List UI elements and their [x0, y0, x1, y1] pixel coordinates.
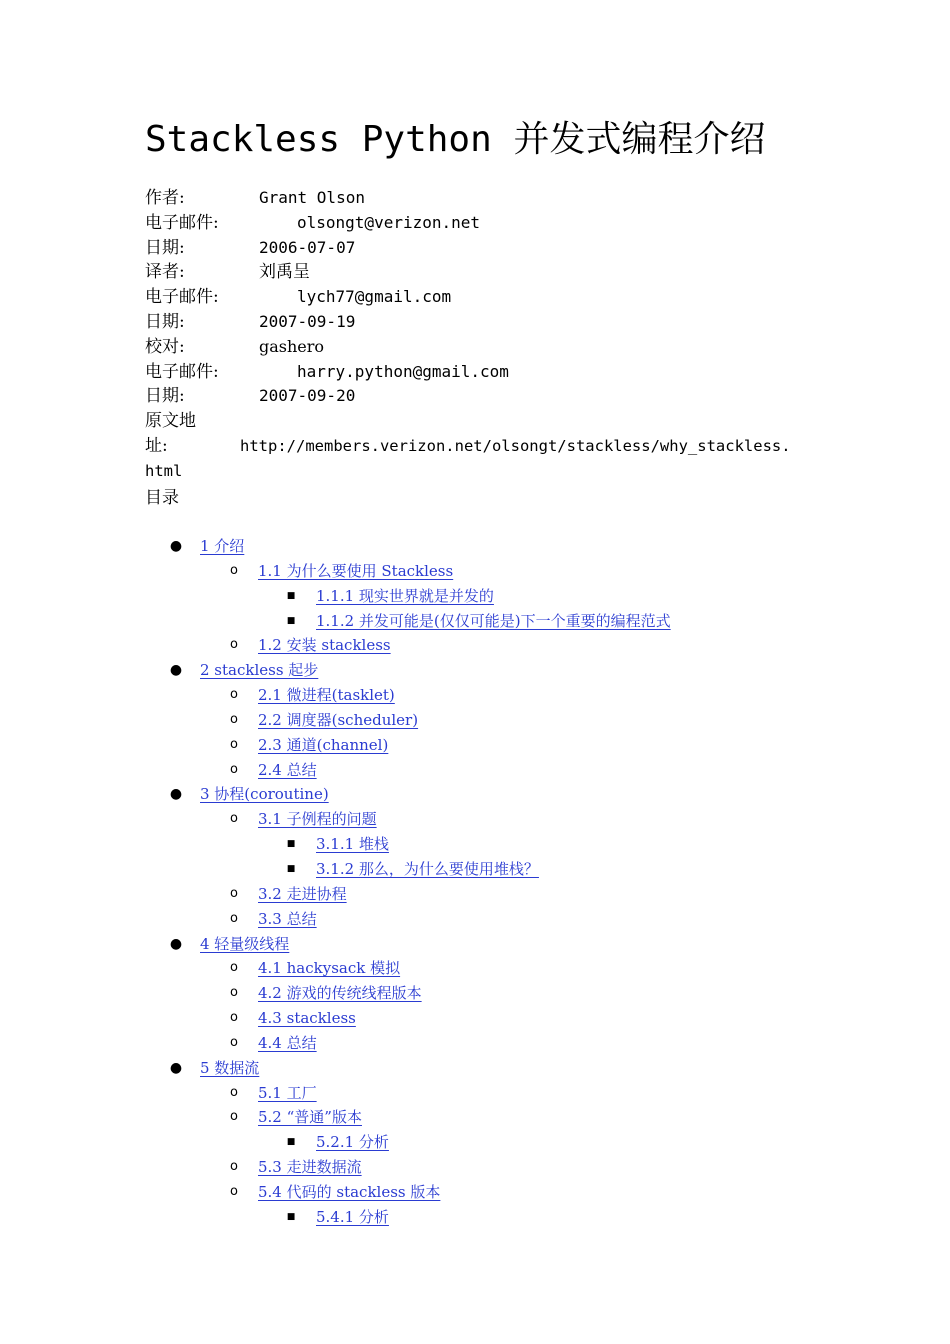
meta-label: 日期: [145, 386, 185, 407]
toc-link[interactable]: 1.1.1 现实世界就是并发的 [316, 586, 494, 605]
meta-label: 电子邮件: [145, 212, 219, 233]
toc-item [0, 708, 950, 733]
meta-value: olsongt@verizon.net [297, 212, 481, 232]
bullet-icon: ■ [286, 1211, 296, 1222]
bullet-icon: o [230, 1034, 238, 1050]
source-url: http://members.verizon.net/olsongt/stackless/why_stackless. [240, 436, 791, 455]
meta-label: 日期: [145, 311, 185, 332]
bullet-icon: ■ [286, 1137, 296, 1148]
toc-item [0, 956, 950, 981]
meta-translator-date [145, 310, 825, 335]
meta-source-line3 [145, 459, 825, 484]
meta-label: 校对: [145, 336, 185, 357]
toc-link[interactable]: 5.1 工厂 [258, 1083, 317, 1102]
meta-label: 日期: [145, 237, 185, 258]
toc-link[interactable]: 4.4 总结 [258, 1033, 317, 1052]
meta-value: 2007-09-20 [259, 386, 356, 406]
toc-item [0, 534, 950, 559]
bullet-icon: ● [169, 786, 183, 803]
toc-item [0, 1006, 950, 1031]
toc-item [0, 658, 950, 683]
toc-link[interactable]: 3.1.1 堆栈 [316, 835, 389, 854]
meta-value: harry.python@gmail.com [297, 361, 509, 381]
bullet-icon: o [230, 985, 238, 1001]
toc-link[interactable]: 5.2 “普通”版本 [258, 1108, 362, 1127]
toc-item [0, 782, 950, 807]
meta-proofreader-email [145, 360, 825, 385]
toc-link[interactable]: 2.3 通道(channel) [258, 735, 389, 754]
toc-item [0, 1130, 950, 1155]
toc-link[interactable]: 4.3 stackless [258, 1009, 356, 1028]
bullet-icon: ■ [286, 615, 296, 626]
meta-author-email [145, 211, 825, 236]
bullet-icon: ● [169, 935, 183, 952]
bullet-icon: o [230, 1010, 238, 1026]
bullet-icon: o [230, 1183, 238, 1199]
meta-source-line1 [145, 409, 825, 434]
meta-value: gashero [259, 336, 325, 356]
bullet-icon: o [230, 960, 238, 976]
toc-link[interactable]: 4 轻量级线程 [200, 934, 290, 953]
toc-link[interactable]: 4.1 hackysack 模拟 [258, 959, 401, 978]
bullet-icon: ■ [286, 863, 296, 874]
toc-link[interactable]: 4.2 游戏的传统线程版本 [258, 984, 422, 1003]
toc-link[interactable]: 3.1.2 那么，为什么要使用堆栈？ [316, 859, 539, 878]
bullet-icon: o [230, 1084, 238, 1100]
toc-item [0, 857, 950, 882]
meta-label: 址: [145, 435, 168, 456]
bullet-icon: o [230, 562, 238, 578]
toc-item [0, 733, 950, 758]
toc-item [0, 1031, 950, 1056]
toc-item [0, 1205, 950, 1230]
metadata-block [145, 186, 825, 484]
bullet-icon: o [230, 885, 238, 901]
toc-link[interactable]: 5 数据流 [200, 1058, 260, 1077]
toc-item [0, 559, 950, 584]
toc-item [0, 832, 950, 857]
bullet-icon: ■ [286, 590, 296, 601]
bullet-icon: o [230, 811, 238, 827]
bullet-icon: ■ [286, 839, 296, 850]
bullet-icon: o [230, 1109, 238, 1125]
meta-label: 原文地 [145, 411, 196, 432]
toc-item [0, 584, 950, 609]
meta-proofreader-date [145, 384, 825, 409]
toc-item [0, 758, 950, 783]
toc-link[interactable]: 2.1 微进程(tasklet) [258, 686, 395, 705]
toc-link[interactable]: 2.4 总结 [258, 760, 317, 779]
toc-item [0, 907, 950, 932]
toc-link[interactable]: 1.2 安装 stackless [258, 636, 391, 655]
toc-link[interactable]: 3 协程(coroutine) [200, 785, 329, 804]
document-title: Stackless Python 并发式编程介绍 [145, 119, 766, 160]
meta-author-date [145, 236, 825, 261]
bullet-icon: o [230, 736, 238, 752]
toc-link[interactable]: 1 介绍 [200, 537, 245, 555]
toc-item [0, 981, 950, 1006]
toc-link[interactable]: 1.1.2 并发可能是(仅仅可能是)下一个重要的编程范式 [316, 611, 671, 630]
toc-link[interactable]: 3.1 子例程的问题 [258, 810, 377, 829]
bullet-icon: o [230, 637, 238, 653]
toc-item [0, 1105, 950, 1130]
bullet-icon: ● [169, 662, 183, 679]
bullet-icon: ● [169, 1059, 183, 1076]
toc-item [0, 683, 950, 708]
bullet-icon: o [230, 687, 238, 703]
toc-item [0, 882, 950, 907]
meta-value: Grant Olson [259, 188, 365, 207]
meta-proofreader [145, 335, 825, 360]
bullet-icon: o [230, 1159, 238, 1175]
toc-item [0, 1081, 950, 1106]
toc-link[interactable]: 5.4 代码的 stackless 版本 [258, 1182, 441, 1201]
meta-translator [145, 260, 825, 285]
bullet-icon: ● [169, 538, 183, 554]
toc-item [0, 633, 950, 658]
toc-link[interactable]: 2 stackless 起步 [200, 661, 319, 680]
toc-link[interactable]: 5.2.1 分析 [316, 1133, 389, 1152]
toc-item [0, 932, 950, 957]
source-url-continued: html [145, 461, 183, 480]
toc-link[interactable]: 1.1 为什么要使用 Stackless [258, 561, 454, 580]
toc-title: 目录 [145, 488, 179, 508]
meta-value: 2006-07-07 [259, 237, 356, 257]
meta-label: 电子邮件: [145, 287, 219, 308]
meta-translator-email [145, 285, 825, 310]
bullet-icon: o [230, 711, 238, 727]
toc-item [0, 1155, 950, 1180]
toc-link[interactable]: 5.4.1 分析 [316, 1207, 389, 1226]
table-of-contents [0, 534, 950, 1230]
toc-item [0, 807, 950, 832]
meta-author [145, 186, 825, 211]
bullet-icon: o [230, 910, 238, 926]
toc-item [0, 1180, 950, 1205]
toc-link[interactable]: 3.3 总结 [258, 909, 317, 928]
toc-link[interactable]: 5.3 走进数据流 [258, 1158, 362, 1177]
toc-item [0, 1056, 950, 1081]
meta-label: 电子邮件: [145, 361, 219, 382]
meta-label: 作者: [145, 188, 185, 208]
meta-value: lych77@gmail.com [297, 287, 452, 307]
meta-value: 2007-09-19 [259, 311, 356, 331]
toc-item [0, 609, 950, 634]
toc-link[interactable]: 2.2 调度器(scheduler) [258, 710, 419, 729]
meta-source-line2 [145, 434, 825, 459]
meta-label: 译者: [145, 262, 185, 283]
toc-link[interactable]: 3.2 走进协程 [258, 884, 347, 903]
bullet-icon: o [230, 761, 238, 777]
meta-value: 刘禹呈 [259, 262, 310, 283]
